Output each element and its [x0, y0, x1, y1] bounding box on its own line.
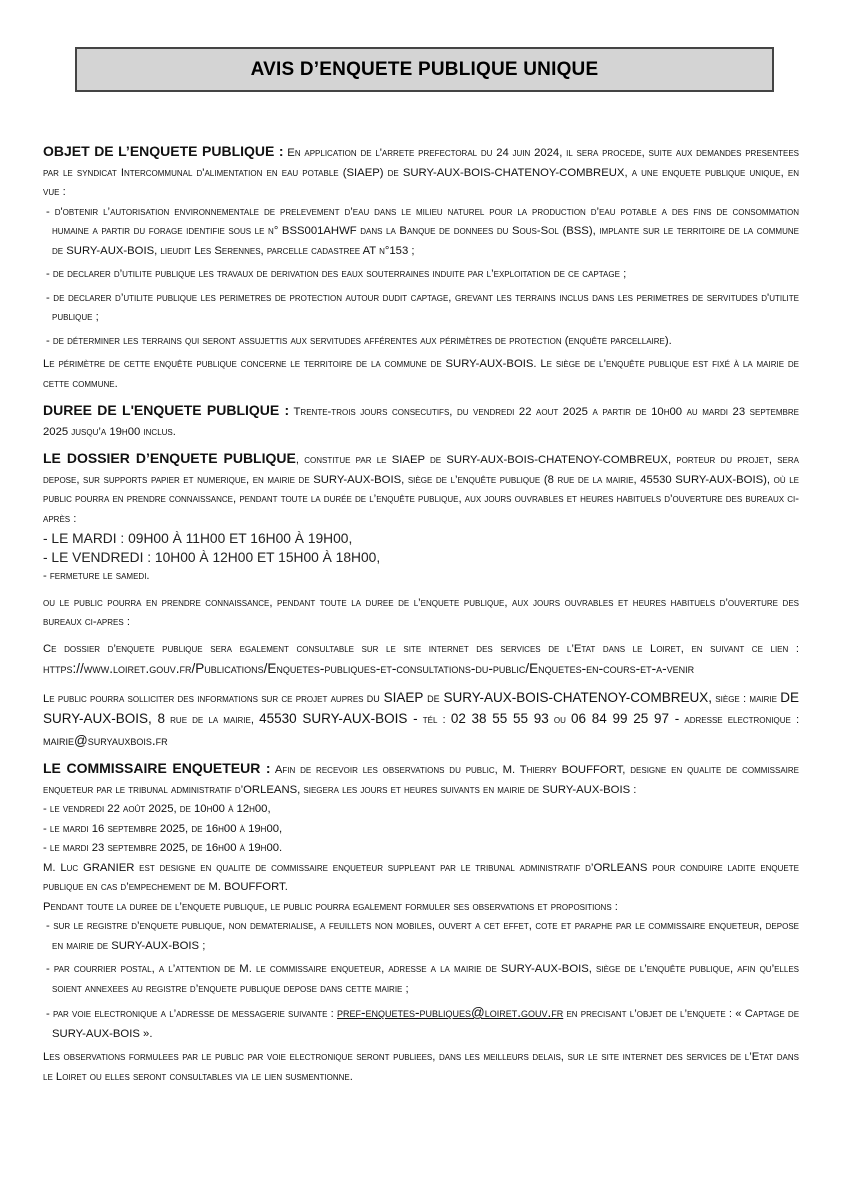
permanence-2: - le mardi 16 septembre 2025, de 16h00 à 19h00, — [43, 822, 283, 835]
contact-siege: siège : mairie — [715, 692, 777, 705]
objet-bullet-1: - d'obtenir l’autorisation environnementale de prelevement d’eau dans le milieu naturel pour la production d’eau potable a des fins de consommation humaine a partir du forage identifie sous le n° BSS001AHWF dans la Banque de donnees du Sous-Sol (BSS), implante sur le territoire de la commune de SURY-AUX-BOIS, lieudit Les Serennes, parcelle cadastree AT n°153 ; — [46, 205, 799, 257]
hours-tuesday: - LE MARDI : 09H00 À 11H00 ET 16H00 À 19H00, — [43, 531, 353, 546]
contact-email[interactable]: mairie@suryauxbois.fr — [43, 732, 168, 748]
contact-postcode: 45530 SURY-AUX-BOIS - — [259, 711, 418, 726]
obs-email-paragraph — [43, 1003, 799, 1044]
contact-paragraph — [43, 688, 799, 753]
observations-intro: Pendant toute la duree de l’enquete publique, le public pourra egalement formuler ses observations et propositions : — [43, 900, 618, 913]
dossier-repeat: ou le public pourra en prendre connaissance, pendant toute la duree de l’enquete publique, aux jours ouvrables et heures habituels d’ouverture des bureaux ci-apres : — [43, 596, 799, 628]
contact-tel-label: tél : — [422, 714, 446, 726]
commissaire-paragraph — [43, 759, 799, 800]
contact-phone-1: 02 38 55 55 93 — [450, 711, 549, 726]
objet-bullet-3: - de declarer d’utilite publique les perimetres de protection autour dudit captage, grevant les terrains inclus dans les perimetres de servitudes d'utilite publique ; — [46, 291, 799, 323]
hours-friday: - LE VENDREDI : 10H00 À 12H00 ET 15H00 À 18H00, — [43, 550, 381, 565]
internet-paragraph — [43, 640, 799, 681]
contact-email-label: adresse electronique : — [684, 714, 800, 726]
contact-commune: DE SURY-AUX-BOIS, 8 — [43, 689, 800, 726]
duree-paragraph — [43, 401, 799, 442]
contact-phone-2: 06 84 99 25 97 - — [571, 711, 680, 726]
permanence-3: - le mardi 23 septembre 2025, de 16h00 à 19h00. — [43, 842, 283, 854]
duree-heading: DUREE DE L'ENQUETE PUBLIQUE : — [43, 402, 290, 418]
obs-postal: - par courrier postal, a l’attention de M. le commissaire enqueteur, adresse a la mairie de SURY-AUX-BOIS, siège de l’enquête publique, afin qu’elles soient annexees au registre d’enquete publique depose dans cette mairie ; — [46, 963, 799, 995]
closed-saturday: - fermeture le samedi. — [43, 570, 150, 582]
obs-email-link[interactable]: pref-enquetes-publiques@loiret.gouv.fr — [337, 1005, 564, 1020]
objet-intro: En application de l'arrete prefectoral du 24 juin 2024, il sera procede, suite aux demandes presentees par le syndicat Intercommunal d'alimentation en eau potable (SIAEP) de SURY-AUX-BOIS-CHATENOY-COMBREUX, a une enquete publique unique, en vue : — [43, 147, 799, 198]
dossier-text: , constitue par le SIAEP de SURY-AUX-BOIS-CHATENOY-COMBREUX, porteur du projet, sera depose, sur supports papier et numerique, en mairie de SURY-AUX-BOIS, siège de l’enquête publique (8 rue de la mairie, 45530 SURY-AUX-BOIS), où le public pourra en prendre connaissance, pendant toute la durée de l’enquête publique, aux jours ouvrables et heures habituels d’ouverture des bureaux ci-après : — [43, 454, 799, 525]
dossier-heading: LE DOSSIER D’ENQUETE PUBLIQUE — [43, 450, 296, 466]
commissaire-heading: LE COMMISSAIRE ENQUETEUR : — [43, 760, 271, 776]
obs-email-text-2: en precisant l’objet de l’enquete : « Captage de SURY-AUX-BOIS ». — [52, 1008, 800, 1040]
objet-bullet-4: - de déterminer les terrains qui seront assujettis aux servitudes afférentes aux périmètres de protection (enquête parcellaire). — [46, 334, 672, 347]
contact-or: ou — [553, 714, 566, 726]
internet-link[interactable]: https://www.loiret.gouv.fr/Publications/Enquetes-publiques-et-consultations-du-public/Enquetes-en-cours-et-a-venir — [43, 661, 695, 676]
notice-body — [43, 142, 799, 1094]
duree-text: Trente-trois jours consecutifs, du vendredi 22 aout 2025 a partir de 10h00 au mardi 23 septembre 2025 jusqu’a 19h00 inclus. — [43, 406, 800, 438]
objet-paragraph — [43, 142, 799, 203]
obs-email-text: - par voie electronique a l’adresse de messagerie suivante : — [46, 1008, 334, 1020]
suppleant-paragraph: M. Luc GRANIER est designe en qualite de commissaire enqueteur suppleant par le tribunal administratif d’ORLEANS pour conduire ladite enquete publique en cas d’empechement de M. BOUFFORT. — [43, 861, 799, 893]
objet-closing: Le périmètre de cette enquête publique concerne le territoire de la commune de SURY-AUX-BOIS. Le siège de l’enquête publique est fixé à la mairie de cette commune. — [43, 358, 799, 390]
document-title: AVIS D’ENQUETE PUBLIQUE UNIQUE — [250, 58, 599, 80]
commissaire-text: Afin de recevoir les observations du public, M. Thierry BOUFFORT, designe en qualite de commissaire enqueteur par le tribunal administratif d’ORLEANS, siegera les jours et heures suivants en mairie de SURY-AUX-BOIS : — [43, 764, 800, 796]
final-paragraph: Les observations formulees par le public par voie electronique seront publiees, dans les meilleurs delais, sur le site internet des services de l’Etat dans le Loiret ou elles seront consultables via le lien susmentionne. — [43, 1051, 799, 1083]
objet-heading: OBJET DE L’ENQUETE PUBLIQUE : — [43, 143, 284, 159]
title-box — [75, 47, 774, 92]
contact-street: rue de la mairie, — [170, 714, 254, 726]
internet-intro: Ce dossier d’enquete publique sera egalement consultable sur le site internet des services de l’Etat dans le Loiret, en suivant ce lien : — [43, 642, 799, 655]
contact-text: Le public pourra solliciter des informations sur ce projet aupres — [43, 692, 364, 705]
permanence-1: - le vendredi 22 août 2025, de 10h00 à 12h00, — [43, 803, 271, 815]
contact-siaep: du SIAEP de SURY-AUX-BOIS-CHATENOY-COMBREUX, — [366, 689, 713, 705]
objet-bullet-2: - de declarer d’utilite publique les travaux de derivation des eaux souterraines induite par l’exploitation de ce captage ; — [46, 268, 627, 280]
dossier-paragraph — [43, 449, 799, 529]
obs-registre: - sur le registre d’enquete publique, non dematerialise, a feuillets non mobiles, ouvert a cet effet, cote et paraphe par le commissaire enqueteur, depose en mairie de SURY-AUX-BOIS ; — [46, 920, 799, 952]
